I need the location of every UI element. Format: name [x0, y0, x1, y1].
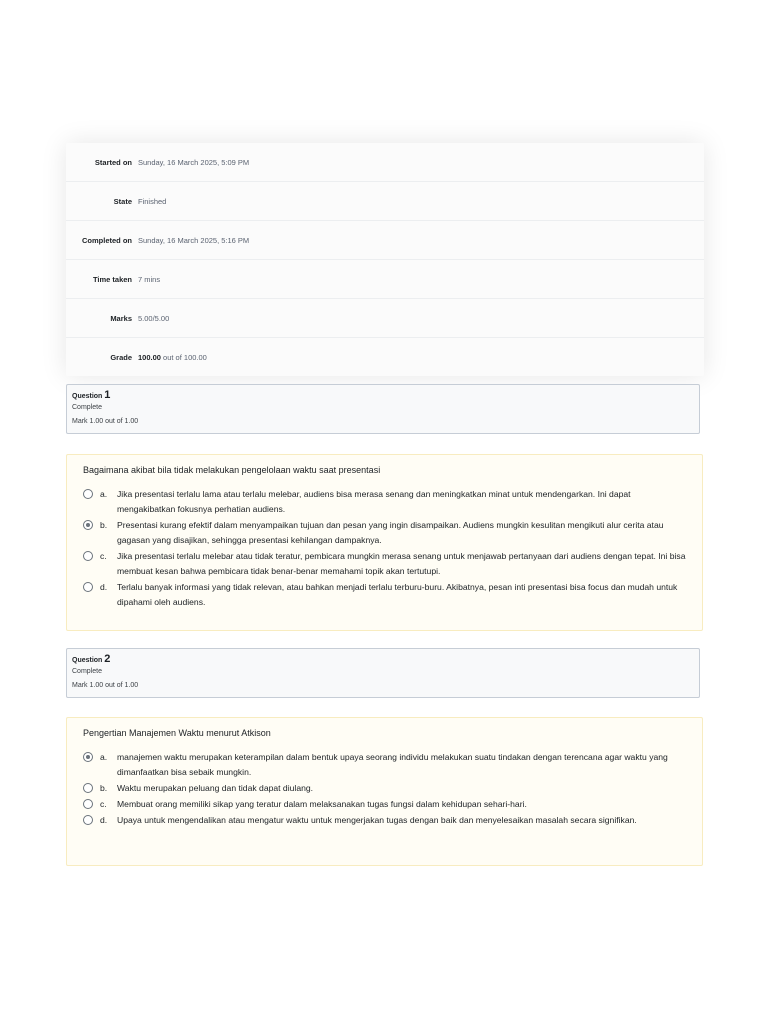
option-text: Membuat orang memiliki sikap yang teratur dalam melaksanakan tugas fungsi dalam kehidupan sehari-hari. — [117, 799, 527, 809]
summary-row-marks — [66, 299, 704, 338]
radio-button[interactable] — [83, 783, 93, 793]
answer-option-b[interactable] — [83, 781, 686, 796]
option-text: Terlalu banyak informasi yang tidak relevan, atau bahkan menjadi terlalu terburu-buru. Akibatnya, pesan inti presentasi bisa focus dan mudah untuk dipahami oleh audiens. — [117, 582, 678, 607]
question-info-2 — [66, 648, 700, 698]
grade-value — [138, 353, 207, 362]
question-number — [72, 653, 694, 665]
summary-row-completed — [66, 221, 704, 260]
answer-option-b[interactable] — [83, 518, 686, 548]
option-letter: d. — [100, 582, 108, 592]
answer-option-d[interactable] — [83, 580, 686, 610]
option-text: Presentasi kurang efektif dalam menyampaikan tujuan dan pesan yang ingin disampaikan. Audiens mungkin kesulitan mengikuti alur cerita atau gagasan yang disajikan, sehingga presentasi kehilangan dampaknya. — [117, 520, 664, 545]
time-value: 7 mins — [138, 274, 161, 284]
started-label: Started on — [94, 157, 132, 167]
option-text: manajemen waktu merupakan keterampilan dalam bentuk upaya seorang individu melakukan suatu tindakan dengan terencana agar waktu yang dimanfaatkan bisa sebaik mungkin. — [117, 752, 668, 777]
question-state: Complete — [72, 668, 102, 675]
attempt-summary-table — [66, 143, 704, 376]
state-label: State — [113, 196, 132, 206]
option-letter: c. — [100, 551, 107, 561]
answer-option-a[interactable] — [83, 750, 686, 780]
state-value: Finished — [138, 196, 167, 206]
radio-button-selected[interactable] — [83, 752, 93, 762]
option-letter: b. — [100, 520, 108, 530]
summary-row-state — [66, 182, 704, 221]
marks-value: 5.00/5.00 — [138, 313, 170, 323]
option-text: Jika presentasi terlalu lama atau terlalu melebar, audiens bisa merasa senang dan meningkatkan minat untuk mendengarkan. Ini dapat mengakibatkan fokusnya perhatian audiens. — [117, 489, 631, 514]
completed-label: Completed on — [82, 235, 132, 245]
radio-button[interactable] — [83, 489, 93, 499]
answer-option-c[interactable] — [83, 797, 686, 812]
question-content-1 — [66, 454, 703, 631]
answer-option-c[interactable] — [83, 549, 686, 579]
radio-button[interactable] — [83, 815, 93, 825]
question-text: Bagaimana akibat bila tidak melakukan pengelolaan waktu saat presentasi — [83, 465, 381, 475]
option-letter: d. — [100, 815, 108, 825]
question-number-value: 1 — [104, 389, 111, 401]
question-mark: Mark 1.00 out of 1.00 — [72, 418, 139, 425]
option-letter: c. — [100, 799, 107, 809]
question-prefix: Question — [72, 393, 103, 400]
summary-row-started — [66, 143, 704, 182]
started-value: Sunday, 16 March 2025, 5:09 PM — [138, 157, 250, 167]
question-number — [72, 389, 694, 401]
time-label: Time taken — [92, 274, 132, 284]
grade-out-of: out of 100.00 — [163, 352, 207, 362]
option-letter: a. — [100, 752, 108, 762]
option-text: Jika presentasi terlalu melebar atau tidak teratur, pembicara mungkin merasa senang untuk menjawab pertanyaan dari audiens dengan tepat. Ini bisa membuat kesan bahwa pembicara tidak benar-benar memahami topik akan tertutupi. — [117, 551, 686, 576]
answer-option-a[interactable] — [83, 487, 686, 517]
grade-score: 100.00 — [138, 352, 161, 362]
question-content-2 — [66, 717, 703, 866]
question-prefix: Question — [72, 657, 103, 664]
option-letter: a. — [100, 489, 108, 499]
grade-label: Grade — [110, 352, 132, 362]
option-text: Waktu merupakan peluang dan tidak dapat diulang. — [117, 783, 314, 793]
radio-button-selected[interactable] — [83, 520, 93, 530]
question-state: Complete — [72, 404, 102, 411]
radio-button[interactable] — [83, 551, 93, 561]
question-number-value: 2 — [104, 653, 111, 665]
summary-row-time — [66, 260, 704, 299]
marks-label: Marks — [110, 313, 132, 323]
summary-row-grade — [66, 338, 704, 376]
radio-button[interactable] — [83, 799, 93, 809]
question-info-1 — [66, 384, 700, 434]
option-letter: b. — [100, 783, 108, 793]
option-text: Upaya untuk mengendalikan atau mengatur waktu untuk mengerjakan tugas dengan baik dan menyelesaikan masalah secara signifikan. — [117, 815, 637, 825]
question-text: Pengertian Manajemen Waktu menurut Atkison — [83, 728, 271, 738]
completed-value: Sunday, 16 March 2025, 5:16 PM — [138, 235, 250, 245]
answer-option-d[interactable] — [83, 813, 686, 828]
radio-button[interactable] — [83, 582, 93, 592]
question-mark: Mark 1.00 out of 1.00 — [72, 682, 139, 689]
